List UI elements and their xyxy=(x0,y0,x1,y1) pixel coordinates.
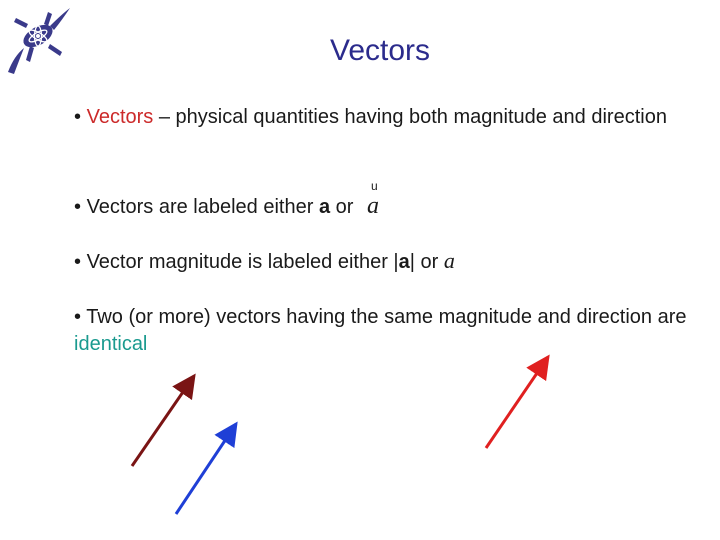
blue-vector-arrow xyxy=(176,424,236,514)
dark-red-vector-arrow xyxy=(132,376,194,466)
bullet-marker: • xyxy=(74,106,82,128)
bullet-marker: • xyxy=(74,196,82,218)
definition-text: – physical quantities having both magnitude and direction xyxy=(153,106,667,128)
bold-a-label: a xyxy=(318,196,331,218)
slide-title: Vectors xyxy=(329,34,431,67)
labels-lead-text: Vectors are labeled either xyxy=(81,196,319,218)
red-vector-arrow xyxy=(486,357,548,448)
vector-symbol-letter: a xyxy=(366,193,379,219)
or-text: or xyxy=(330,196,359,218)
magnitude-mid-text: | or xyxy=(409,251,444,273)
identical-lead-text: Two (or more) vectors having the same magnitude and direction are xyxy=(81,306,687,328)
term-identical: identical xyxy=(74,333,148,355)
italic-a-magnitude: a xyxy=(443,248,455,273)
vector-accent-mark: u xyxy=(370,179,378,193)
bold-a-magnitude: a xyxy=(398,251,410,273)
magnitude-lead-text: Vector magnitude is labeled either | xyxy=(81,251,399,273)
bullet-marker: • xyxy=(74,306,82,328)
term-vectors: Vectors xyxy=(86,106,154,128)
bullet-marker: • xyxy=(74,251,82,273)
